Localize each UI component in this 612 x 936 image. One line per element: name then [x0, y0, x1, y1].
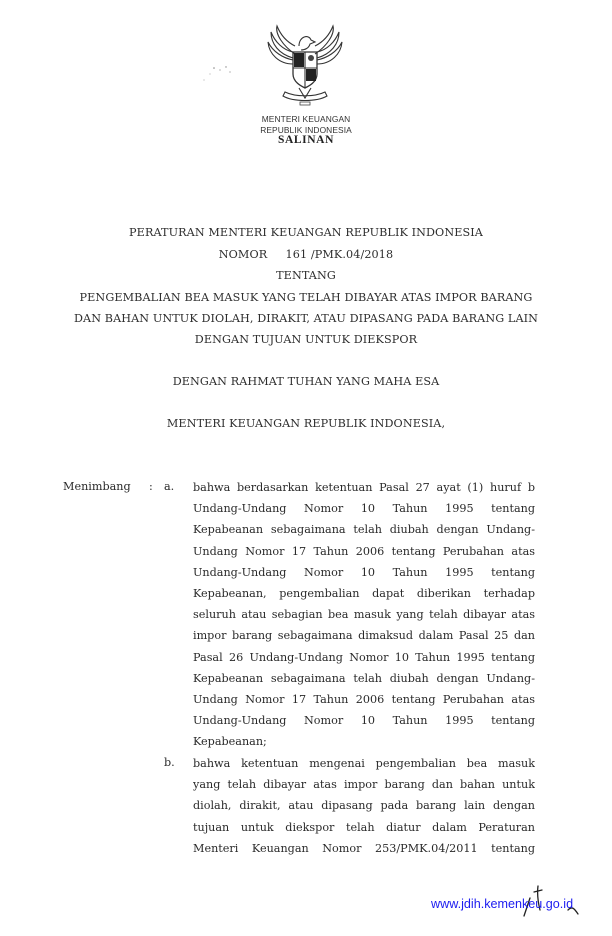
text-line: Undang-Undang Nomor 10 Tahun 1995 tentang — [193, 502, 535, 516]
text-line: Undang-Undang Nomor 10 Tahun 1995 tentang — [193, 714, 535, 728]
regulation-number: NOMOR 161 /PMK.04/2018 — [218, 248, 394, 261]
text-line: yang telah dibayar atas impor barang dan bahan untuk — [193, 778, 535, 792]
issuer: MENTERI KEUANGAN REPUBLIK INDONESIA, — [166, 417, 446, 430]
text-line: bahwa ketentuan mengenai pengembalian bea masuk — [193, 757, 535, 770]
text-line: diolah, dirakit, atau dipasang pada barang lain dengan — [193, 799, 535, 813]
text-line: Kepabeanan, pengembalian dapat diberikan terhadap — [193, 586, 535, 600]
considering-item-a — [193, 477, 535, 752]
text-line: bahwa berdasarkan ketentuan Pasal 27 ayat (1) huruf b — [193, 481, 535, 494]
scan-specks — [200, 60, 260, 90]
considering-colon: : — [149, 480, 153, 493]
garuda-emblem-icon — [265, 24, 345, 108]
text-line: Undang-Undang Nomor 10 Tahun 1995 tentang — [193, 565, 535, 579]
regulation-subject-line-3: DENGAN TUJUAN UNTUK DIEKSPOR — [194, 333, 418, 346]
text-line: Kepabeanan sebagaimana telah diubah dengan Undang- — [193, 523, 535, 537]
text-line: Menteri Keuangan Nomor 253/PMK.04/2011 tentang — [193, 841, 535, 855]
text-line: impor barang sebagaimana dimaksud dalam Pasal 25 dan — [193, 629, 535, 643]
text-line: Kepabeanan sebagaimana telah diubah dengan Undang- — [193, 671, 535, 685]
considering-label: Menimbang — [63, 480, 131, 493]
jdih-website-link[interactable]: www.jdih.kemenkeu.go.id — [431, 897, 574, 911]
text-line: Kepabeanan; — [193, 735, 267, 749]
item-marker-a: a. — [164, 480, 175, 493]
text-line: Undang Nomor 17 Tahun 2006 tentang Perubahan atas — [193, 692, 535, 706]
regulation-subject-line-2: DAN BAHAN UNTUK DIOLAH, DIRAKIT, ATAU DIPASANG PADA BARANG LAIN — [73, 312, 539, 325]
item-marker-b: b. — [164, 756, 175, 769]
text-line: seluruh atau sebagian bea masuk yang telah dibayar atas — [193, 608, 535, 622]
considering-item-b — [193, 753, 535, 859]
invocation: DENGAN RAHMAT TUHAN YANG MAHA ESA — [172, 375, 440, 388]
institution-line-2: REPUBLIK INDONESIA — [260, 125, 352, 135]
regulation-subject-line-1: PENGEMBALIAN BEA MASUK YANG TELAH DIBAYAR ATAS IMPOR BARANG — [79, 291, 533, 304]
institution-line-1: MENTERI KEUANGAN — [261, 114, 351, 124]
salinan-stamp: SALINAN — [278, 134, 334, 146]
text-line: tujuan untuk diekspor telah diatur dalam Peraturan — [193, 820, 535, 834]
text-line: Pasal 26 Undang-Undang Nomor 10 Tahun 1995 tentang — [193, 650, 535, 664]
regulation-about: TENTANG — [276, 269, 336, 282]
regulation-title: PERATURAN MENTERI KEUANGAN REPUBLIK INDONESIA — [129, 226, 483, 239]
text-line: Undang Nomor 17 Tahun 2006 tentang Perubahan atas — [193, 544, 535, 558]
